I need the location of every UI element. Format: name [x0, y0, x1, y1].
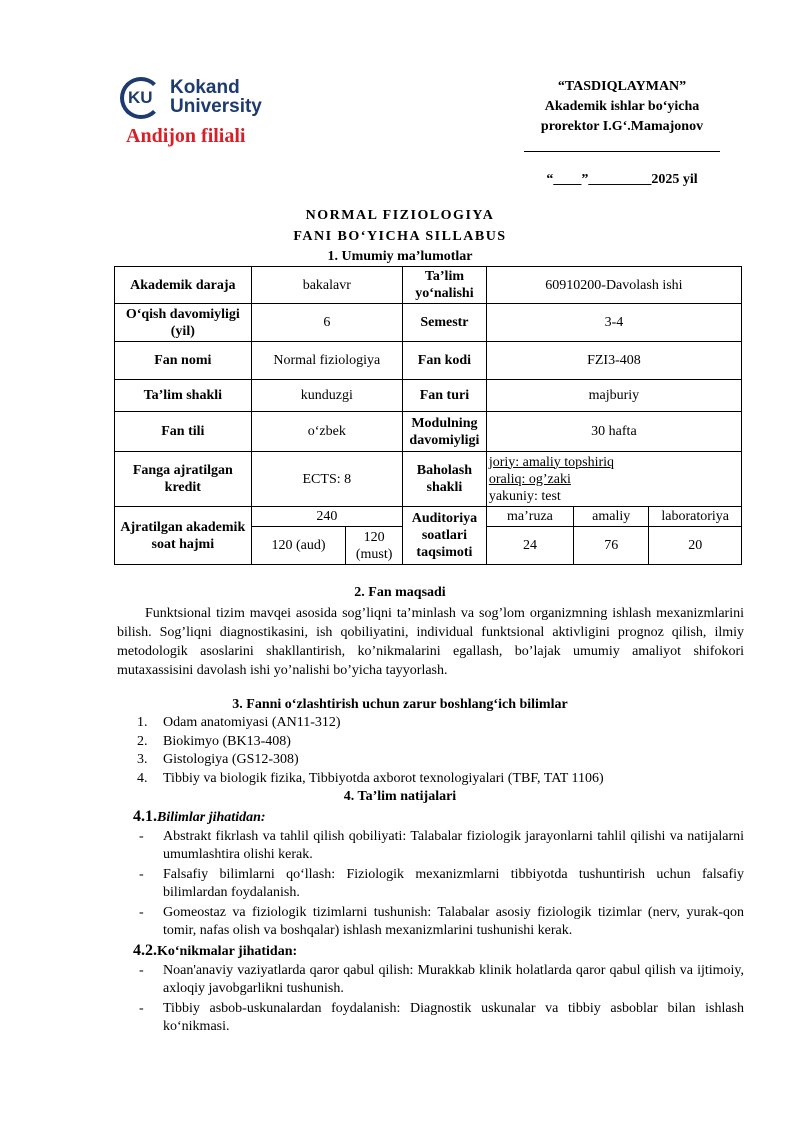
- subsection-4-2: 4.2.Ko‘nikmalar jihatidan:: [133, 942, 298, 959]
- skills-list: [137, 962, 744, 1038]
- logo-name: Kokand University: [170, 77, 262, 117]
- list-item: 1. Odam anatomiyasi (AN11-312): [137, 715, 341, 730]
- list-item: - Noan'anaviy vaziyatlarda qaror qabul qilish: Murakkab klinik holatlarda qaror qabul qilish va ijtimoiy, axloqiy javobgarlikni tushunish.: [139, 963, 744, 996]
- list-item: - Falsafiy bilimlarni qo‘llash: Fiziologik mexanizmlarni tibbiyotda tushuntirish uchun falsafiy bilimlardan foydalanish.: [139, 867, 744, 900]
- approval-date: “____”_________2025 yil: [546, 172, 698, 187]
- list-item: 2. Biokimyo (BK13-408): [137, 733, 291, 749]
- list-item: - Gomeostaz va fiziologik tizimlarni tushunish: Talabalar asosiy fiziologik tizimlar (nerv, yurak-qon tomir, nafas olish va boshqalar) ishlash mexanizmlarini tushunishi kerak.: [139, 905, 744, 938]
- approval-line3: prorektor I.G‘.Mamajonov: [540, 119, 704, 134]
- subsection-4-1: 4.1.Bilimlar jihatidan:: [133, 808, 266, 825]
- doc-title-line2: FANI BO‘YICHA SILLABUS: [293, 229, 507, 244]
- list-item: - Tibbiy asbob-uskunalardan foydalanish: Diagnostik uskunalar va tibbiy asboblar bilan ishlash ko‘nikmasi.: [139, 1001, 744, 1034]
- university-logo: [118, 77, 288, 147]
- logo-branch: Andijon filiali: [126, 125, 246, 147]
- approval-line2: Akademik ishlar bo‘yicha: [544, 99, 700, 114]
- list-item: - Abstrakt fikrlash va tahlil qilish qobiliyati: Talabalar fiziologik jarayonlarni tahlil qilishi va natijalarni umumlashtira olishi kerak.: [139, 829, 744, 862]
- prerequisite-list: [137, 714, 757, 788]
- list-item: 4. Tibbiy va biologik fizika, Tibbiyotda axborot texnologiyalari (TBF, TAT 1106): [137, 770, 604, 786]
- list-item: 3. Gistologiya (GS12-308): [137, 752, 299, 767]
- section2-text: Funktsional tizim mavqei asosida sog’liqni ta’minlash va sog’lom organizmning ishlash mexanizmlarini bilish. Sog’liqni diagnostikasini, ish qobiliyatini, individual funktsional aktivligini prognoz qilish, ilmiy metodologik asoslarini shakllantirish, ko’nikmalarini egallash, bo’lajak umumiy amaliyot shifokori mutaxassisini davolash ishi yo’nalishi bo’yicha tayyorlash.: [117, 606, 744, 678]
- knowledge-list: [137, 828, 744, 942]
- approval-block: [522, 77, 722, 190]
- ku-logo-icon: KU: [120, 77, 162, 119]
- doc-title-line1: NORMAL FIZIOLOGIYA: [305, 208, 495, 223]
- approval-line1: “TASDIQLAYMAN”: [557, 79, 687, 94]
- section1-heading: 1. Umumiy ma’lumotlar: [327, 249, 473, 264]
- section2-heading: 2. Fan maqsadi: [354, 585, 446, 600]
- general-info-table: Akademik daraja bakalavr Ta’lim yo‘nalishi 60910200-Davolash ishi O‘qish davomiyligi (yil) 6 Semestr 3-4 Fan nomi Normal fiziologiya Fan kodi FZI3-408 Ta’lim shakli kunduzgi Fan turi majburiy Fan tili o‘zbek Modulning davomiyligi 30 hafta Fanga ajratilgan kredit ECTS: 8 Baholash shakli joriy: amaliy topshiriq oraliq: og’zaki yakuniy: test Ajratilgan akademik soat hajmi 240 Auditoriya soatlari taqsimoti ma’ruza amaliy laboratoriya 120 (aud) 120 (must) 24 76 20: [114, 266, 742, 565]
- section3-heading: 3. Fanni o‘zlashtirish uchun zarur boshlang‘ich bilimlar: [232, 697, 568, 712]
- section4-heading: 4. Ta’lim natijalari: [343, 789, 457, 804]
- assessment-forms: joriy: amaliy topshiriq oraliq: og’zaki yakuniy: test: [486, 452, 741, 507]
- signature-line: [524, 141, 720, 152]
